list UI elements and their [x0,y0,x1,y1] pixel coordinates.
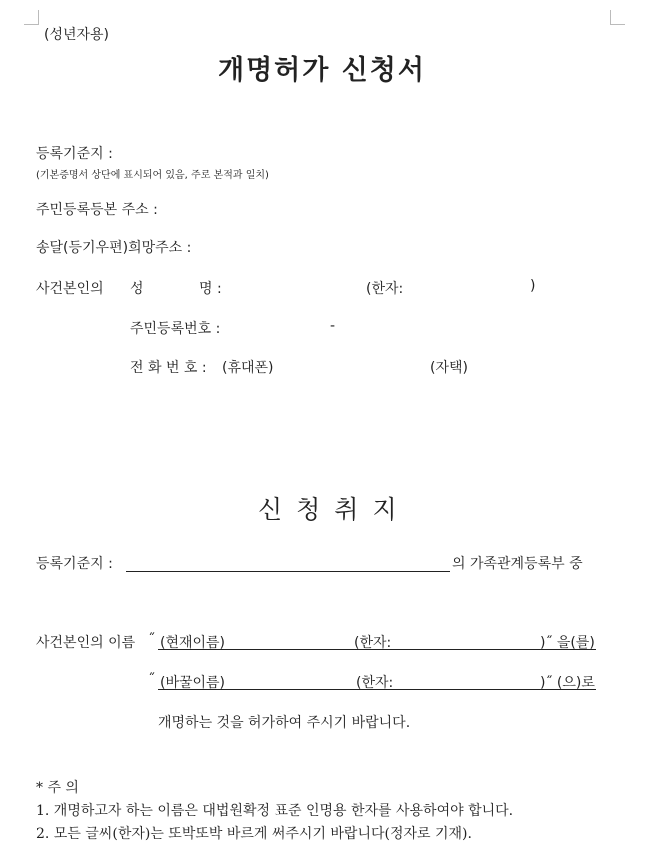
section-heading: 신청취지 [258,495,411,524]
hanja-label: (한자: [366,281,404,297]
new-name-underline [158,689,596,690]
page-corner-mark-right [610,10,625,25]
registry-suffix: 의 가족관계등록부 중 [452,556,583,572]
address-label: 주민등록등본 주소 : [36,202,158,218]
resident-id-dash: - [330,318,336,334]
hanja-close-paren: ) [530,278,536,294]
home-phone-label: (자택) [430,360,468,376]
purpose-registry-label: 등록기준지 : [36,556,113,572]
request-text: 개명하는 것을 허가하여 주시기 바랍니다. [158,715,411,731]
notes-heading: * 주 의 [36,780,79,796]
close-quote-current: )˝ 을(를) [540,635,595,651]
page-corner-mark-left [24,10,39,25]
form-type-label: (성년자용) [44,27,110,43]
name-label-char-1: 성 [130,281,144,297]
name-label-char-2: 명 : [199,281,222,297]
note-item: 2. 모든 글씨(한자)는 또박또박 바르게 써주시기 바랍니다(정자로 기재). [36,826,472,842]
phone-label: 전 화 번 호 : [130,360,207,376]
resident-id-label: 주민등록번호 : [130,321,221,337]
registry-label: 등록기준지 : [36,146,113,162]
new-name-label: (바꿀이름) [160,675,226,691]
open-quote-1: ˝ [148,632,155,648]
current-name-underline [158,649,596,650]
note-item: 1. 개명하고자 하는 이름은 대법원확정 표준 인명용 한자를 사용하여야 합니다. [36,803,514,819]
page-title: 개명허가 신청서 [218,55,426,86]
hanja-label-new: (한자: [356,675,394,691]
current-name-label: (현재이름) [160,635,226,651]
hanja-label-current: (한자: [354,635,392,651]
mailing-address-label: 송달(등기우편)희망주소 : [36,240,192,256]
open-quote-2: ˝ [148,672,155,688]
name-row-label: 사건본인의 이름 [36,635,136,651]
person-label: 사건본인의 [36,281,104,297]
registry-blank-line [126,571,450,572]
registry-note: (기본증명서 상단에 표시되어 있음, 주로 본적과 일치) [36,170,269,181]
mobile-label: (휴대폰) [222,360,274,376]
close-quote-new: )˝ (으)로 [540,675,595,691]
